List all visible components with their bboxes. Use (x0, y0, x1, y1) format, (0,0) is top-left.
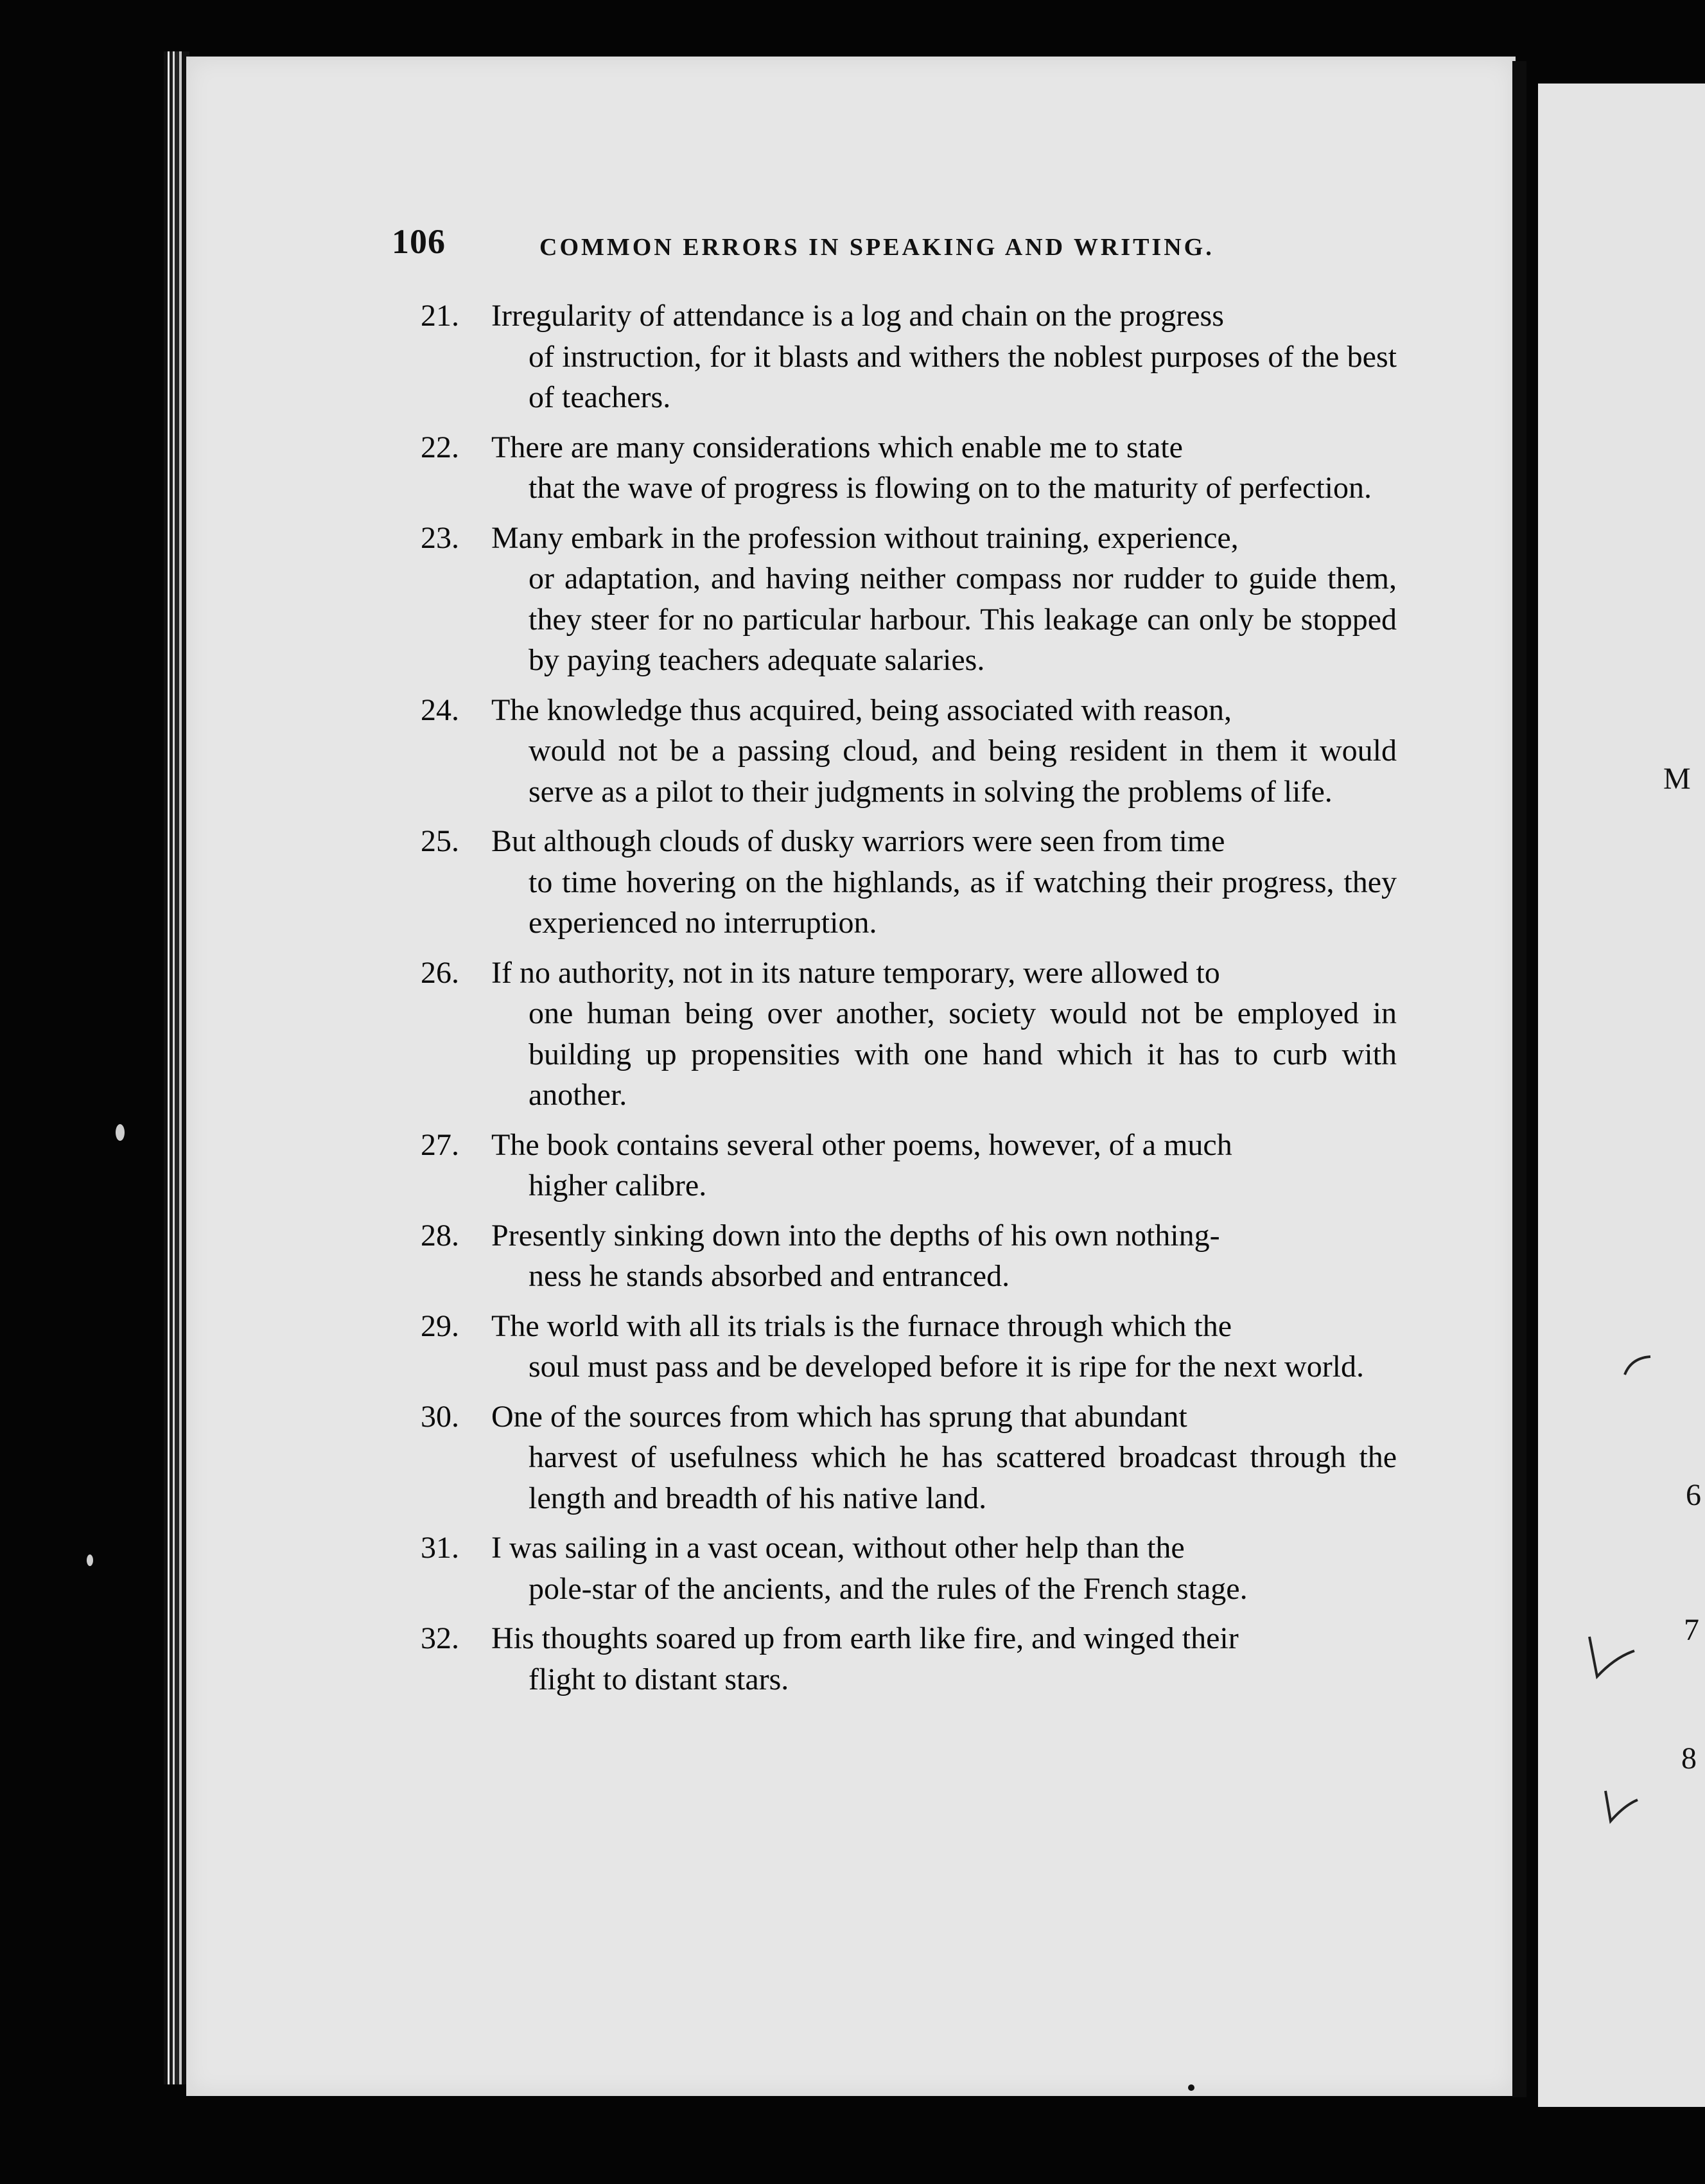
item-first-line: His thoughts soared up from earth like fire, and winged their (491, 1621, 1239, 1655)
item-continuation: soul must pass and be developed before it is ripe for the next world. (529, 1350, 1365, 1384)
exercise-item (421, 295, 1397, 418)
exercise-item (421, 1125, 1397, 1206)
item-number: 24. (421, 692, 459, 727)
exercise-item (421, 1306, 1397, 1387)
exercise-item (421, 1618, 1397, 1700)
item-first-line: Many embark in the profession without training, experience, (491, 520, 1239, 555)
page-gutter (1512, 61, 1526, 2097)
item-first-line: Irregularity of attendance is a log and chain on the progress (491, 299, 1224, 333)
item-continuation: harvest of usefulness which he has scattered broadcast through the length and breadth of his native land. (529, 1440, 1397, 1515)
item-number: 29. (421, 1308, 459, 1343)
exercise-list (421, 295, 1397, 1709)
item-continuation: that the wave of progress is flowing on to the maturity of perfection. (529, 471, 1372, 505)
item-number: 28. (421, 1218, 459, 1253)
item-first-line: One of the sources from which has sprung that abundant (491, 1399, 1187, 1434)
exercise-item (421, 690, 1397, 813)
facing-page-glyph: 6 (1686, 1478, 1701, 1512)
running-title: COMMON ERRORS IN SPEAKING AND WRITING. (539, 234, 1214, 261)
speck-mark (116, 1124, 125, 1141)
item-number: 21. (421, 299, 459, 333)
item-continuation: would not be a passing cloud, and being resident in them it would serve as a pilot to their judgments in solving the problems of life. (529, 734, 1397, 809)
exercise-item (421, 1396, 1397, 1519)
page-number: 106 (392, 222, 446, 261)
item-first-line: There are many considerations which enable me to state (491, 430, 1183, 464)
item-first-line: The book contains several other poems, however, of a much (491, 1127, 1232, 1162)
check-mark-icon (1583, 1632, 1641, 1683)
speck-mark (87, 1554, 93, 1566)
exercise-item (421, 821, 1397, 944)
item-first-line: The world with all its trials is the furnace through which the (491, 1308, 1232, 1343)
item-continuation: flight to distant stars. (529, 1662, 789, 1696)
facing-page-glyph: 8 (1681, 1741, 1697, 1775)
page-header (392, 222, 1438, 267)
item-number: 25. (421, 824, 459, 858)
item-number: 26. (421, 955, 459, 990)
item-number: 31. (421, 1531, 459, 1565)
item-number: 22. (421, 430, 459, 464)
exercise-item (421, 1528, 1397, 1609)
exercise-item (421, 427, 1397, 509)
speck-mark (1188, 2084, 1194, 2091)
item-first-line: I was sailing in a vast ocean, without other help than the (491, 1531, 1185, 1565)
item-continuation: or adaptation, and having neither compass nor rudder to guide them, they steer for no particular harbour. This leakage can only be stopped by paying teachers adequate salaries. (529, 561, 1397, 677)
book-spine (164, 51, 189, 2084)
item-number: 23. (421, 520, 459, 555)
item-first-line: The knowledge thus acquired, being associated with reason, (491, 692, 1232, 727)
item-number: 32. (421, 1621, 459, 1655)
check-mark-icon (1599, 1786, 1644, 1831)
item-continuation: of instruction, for it blasts and withers the noblest purposes of the best of teachers. (529, 339, 1397, 414)
item-first-line: If no authority, not in its nature temporary, were allowed to (491, 955, 1220, 990)
exercise-item (421, 1215, 1397, 1297)
facing-page-glyph: 7 (1684, 1613, 1699, 1647)
item-number: 27. (421, 1127, 459, 1162)
exercise-item (421, 518, 1397, 681)
item-continuation: one human being over another, society would not be employed in building up propensities with one hand which it has to curb with another. (529, 996, 1397, 1112)
exercise-item (421, 953, 1397, 1116)
item-continuation: higher calibre. (529, 1168, 707, 1202)
item-first-line: But although clouds of dusky warriors were seen from time (491, 824, 1225, 858)
pencil-mark-icon (1618, 1349, 1657, 1381)
item-first-line: Presently sinking down into the depths of his own nothing- (491, 1218, 1220, 1253)
item-number: 30. (421, 1399, 459, 1434)
item-continuation: to time hovering on the highlands, as if watching their progress, they experienced no interruption. (529, 865, 1397, 940)
facing-page-letter: M (1663, 762, 1691, 796)
item-continuation: ness he stands absorbed and entranced. (529, 1259, 1010, 1293)
item-continuation: pole-star of the ancients, and the rules of the French stage. (529, 1571, 1248, 1606)
